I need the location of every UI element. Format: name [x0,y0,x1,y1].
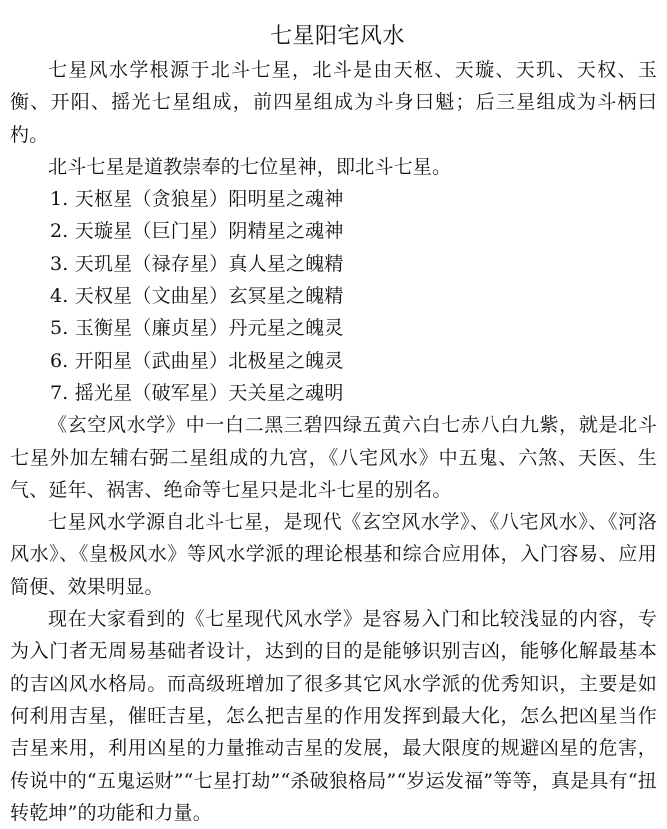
list-item: 5. 玉衡星（廉贞星）丹元星之魄灵 [50,317,344,340]
list-item: 7. 摇光星（破军星）天关星之魂明 [50,381,344,404]
paragraph-seven-gods: 北斗七星是道教崇奉的七位星神，即北斗七星。 [48,155,452,178]
list-item: 4. 天权星（文曲星）玄冥星之魄精 [50,285,344,308]
list-item: 6. 开阳星（武曲星）北极星之魄灵 [50,349,344,372]
paragraph-course-intro: 现在大家看到的《七星现代风水学》是容易入门和比较浅显的内容，专为入门者无周易基础者设计，达到的目的是能够识别吉凶，能够化解最基本的吉凶风水格局。而高级班增加了很多其它风水学派的优秀知识，主要是如何利用吉星，催旺吉星，怎么把吉星的作用发挥到最大化，怎么把凶星当作吉星来用，利用凶星的力量推动吉星的发展，最大限度的规避凶星的危害，传说中的“五鬼运财”“七星打劫”“杀破狼格局”“岁运发福”等等，真是具有“扭转乾坤”的功能和力量。 [10,608,657,824]
paragraph-origin: 七星风水学根源于北斗七星，北斗是由天枢、天璇、天玑、天权、玉衡、开阳、摇光七星组成，前四星组成为斗身曰魁；后三星组成为斗柄曰杓。 [10,59,657,146]
list-item: 2. 天璇星（巨门星）阴精星之魂神 [50,220,344,243]
list-item: 3. 天玑星（禄存星）真人星之魄精 [50,252,344,275]
star-list [10,183,657,409]
paragraph-theory-foundation: 七星风水学源自北斗七星，是现代《玄空风水学》、《八宅风水》、《河洛风水》、《皇极风水》等风水学派的理论根基和综合应用体，入门容易、应用简便、效果明显。 [10,511,657,598]
list-item: 1. 天枢星（贪狼星）阳明星之魂神 [50,188,344,211]
paragraph-nine-palaces: 《玄空风水学》中一白二黑三碧四绿五黄六白七赤八白九紫，就是北斗七星外加左辅右弼二星组成的九宫，《八宅风水》中五鬼、六煞、天医、生气、延年、祸害、绝命等七星只是北斗七星的别名。 [10,414,657,501]
document-title: 七星阳宅风水 [269,24,405,49]
